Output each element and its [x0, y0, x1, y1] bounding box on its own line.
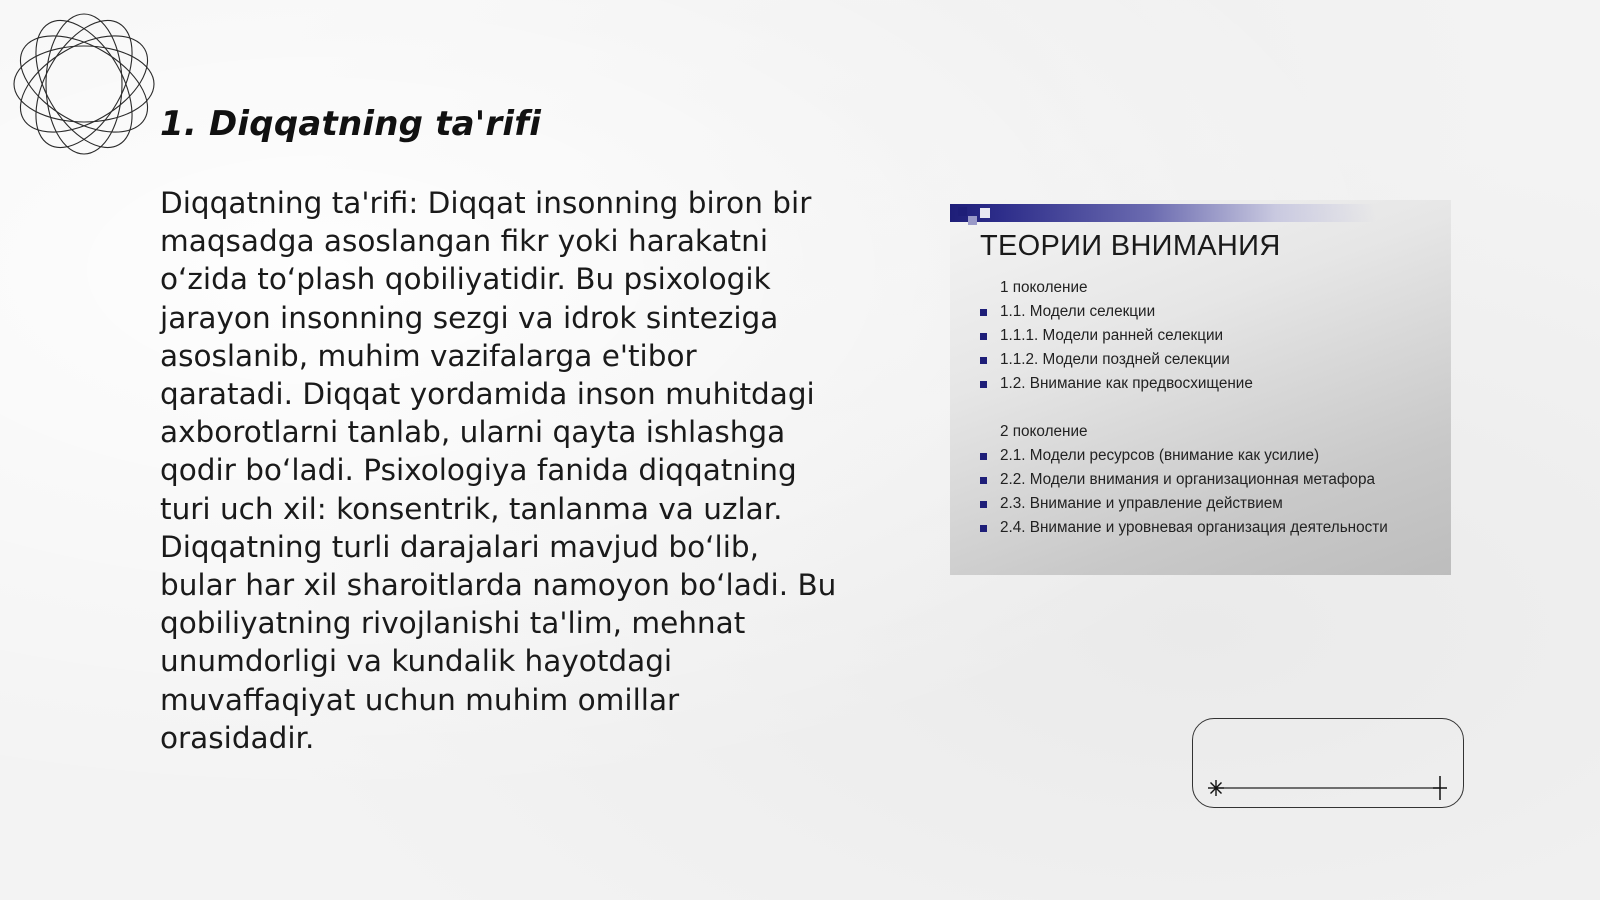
embedded-slide-image — [950, 200, 1451, 575]
list-item: 2.2. Модели внимания и организационная метафора — [980, 468, 1440, 492]
header-square-icon — [980, 208, 990, 218]
orbit-rings-icon — [10, 10, 158, 158]
list-heading: 1 поколение — [1000, 279, 1088, 296]
list-item: 2.1. Модели ресурсов (внимание как усилие) — [980, 444, 1440, 468]
decorative-timeline-box — [1192, 718, 1464, 808]
embedded-slide-title: ТЕОРИИ ВНИМАНИЯ — [980, 230, 1281, 262]
list-item: 1.1. Модели селекции — [980, 300, 1440, 324]
timeline-line — [1192, 718, 1464, 808]
embedded-slide-list — [980, 276, 1440, 538]
cross-star-icon — [1433, 776, 1447, 800]
list-item: 1.1.1. Модели ранней селекции — [980, 324, 1440, 348]
header-square-icon — [968, 216, 977, 225]
sparkle-icon — [1208, 780, 1224, 796]
slide-title: 1. Diqqatning ta'rifi — [160, 104, 542, 144]
list-heading: 2 поколение — [1000, 423, 1088, 440]
body-paragraph: Diqqatning ta'rifi: Diqqat insonning biron bir maqsadga asoslangan fikr yoki harakatni o‘zida to‘plash qobiliyatidir. Bu psixologik jarayon insonning sezgi va idrok sinteziga asoslanib, muhim vazifalarga e'tibor qaratadi. Diqqat yordamida inson muhitdagi axborotlarni tanlab, ularni qayta ishlashga qodir bo‘ladi. Psixologiya fanida diqqatning turi uch xil: konsentrik, tanlanma va uzlar. Diqqatning turli darajalari mavjud bo‘lib, bular har xil sharoitlarda namoyon bo‘ladi. Bu qobiliyatning rivojlanishi ta'lim, mehnat unumdorligi va kundalik hayotdagi muvaffaqiyat uchun muhim omillar orasidadir. — [160, 186, 837, 755]
list-item: 1.1.2. Модели поздней селекции — [980, 348, 1440, 372]
list-item: 2.4. Внимание и уровневая организация деятельности — [980, 516, 1440, 538]
embedded-slide-header-bar — [950, 204, 1451, 222]
header-square-icon — [958, 207, 967, 216]
list-item: 1.2. Внимание как предвосхищение — [980, 372, 1440, 396]
list-item: 2.3. Внимание и управление действием — [980, 492, 1440, 516]
